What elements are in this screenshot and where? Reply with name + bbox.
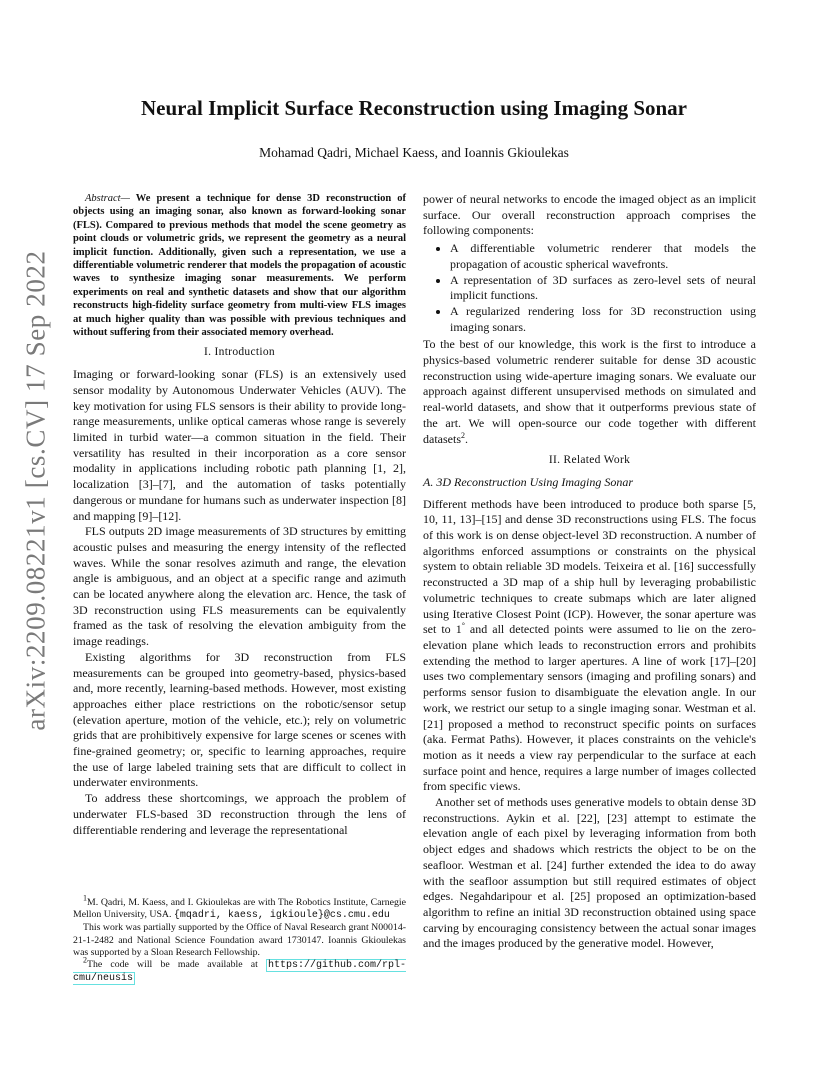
footnote-ref-2: 2: [461, 430, 465, 440]
right-column: [423, 192, 756, 952]
footnote-code-text: The code will be made available at: [87, 959, 266, 971]
section-heading-introduction: I. Introduction: [204, 346, 275, 359]
related-paragraph-1-a: Different methods have been introduced to produce both sparse [5, 10, 11, 13]–[15] and dense 3D reconstructions using FLS. The focus of this work is on dense object-level 3D reconstruction. A number of algorithms enforced assumptions or constraints on the physical system to obtain reliable 3D models. Teixeira et al. [16] successfully reconstructed a 3D map of a ship hull by leveraging probabilistic volumetric techniques to create submaps which are later aligned using Iterative Closest Point (ICP). However, the sonar aperture was set to 1: [423, 496, 756, 637]
abstract: [73, 192, 406, 339]
related-paragraph-2: Another set of methods uses generative models to obtain dense 3D reconstructions. Aykin et al. [22], [23] attempt to estimate the elevation angle of each pixel by leveraging information from both object edges and shadows which restricts the object to be on the seafloor. Westman et al. [24] further extended the idea to do away with the seafloor assumption but still required estimates of object edges. Negahdaripour et al. [25] proposed an optimization-based algorithm to refine an initial 3D reconstruction obtained using space carving by encouraging consistency between the actual sonar images and the images produced by the generative model. However,: [423, 795, 756, 951]
footnote-code: [73, 955, 406, 985]
footnote-mark-1: 1: [83, 893, 87, 903]
intro-paragraph-4: To address these shortcomings, we approach the problem of underwater FLS-based 3D reconstruction through the lens of differentiable rendering and leverage the representational: [73, 791, 406, 837]
related-paragraph-1: [423, 497, 756, 795]
related-paragraph-1-b: and all detected points were assumed to lie on the zero-elevation plane which leads to reconstruction errors and prohibits extending the method to larger apertures. A line of work [17]–[20] uses two complementary sensors (imaging and profiling sonars) and performs sensor fusion to disambiguate the elevation angle. In our work, we restrict our setup to a single imaging sonar. Westman et al. [21] proposed a method to reconstruct specific points on surfaces (aka. Fermat Paths). However, it places constraints on the vehicle's motion as it needs a view ray perpendicular to the surface at each surface point and hence, requires a large number of images collected from specific views.: [423, 622, 756, 794]
author-list: Mohamad Qadri, Michael Kaess, and Ioannis Gkioulekas: [259, 145, 569, 160]
section-heading-related-work: II. Related Work: [548, 454, 631, 467]
intro-paragraph-1: Imaging or forward-looking sonar (FLS) is an extensively used sensor modality by Autonomous Underwater Vehicles (AUV). The key motivation for using FLS sensors is their ability to provide long-range measurements, unlike optical cameras whose range is severely limited in turbid water—a common situation in the field. Their versatility has resulted in their incorporation as a core sensor modality in applications including robotic path planning [1, 2], localization [3]–[7], and the automation of tasks potentially dangerous or mundane for humans such as underwater inspection [8] and mapping [9]–[12].: [73, 367, 406, 523]
footnote-affiliation: [73, 893, 406, 922]
list-item: • A differentiable volumetric renderer that models the propagation of acoustic spherical wavefronts.: [450, 241, 756, 272]
intro-paragraph-2: FLS outputs 2D image measurements of 3D structures by emitting acoustic pulses and measuring the energy intensity of the reflected waves. While the sonar resolves azimuth and range, the elevation angle is ambiguous, and an object at a specific range and azimuth can be located anywhere along the elevation arc. Hence, the task of 3D reconstruction using FLS measurements can be equivalently framed as the task of resolving the elevation ambiguity from the image readings.: [73, 524, 406, 649]
arxiv-identifier-text: arXiv:2209.08221v1 [cs.CV] 17 Sep 2022: [20, 249, 51, 731]
list-item: • A regularized rendering loss for 3D reconstruction using imaging sonars.: [450, 304, 756, 335]
footnote-emails: {mqadri, kaess, igkioule}@cs.cmu.edu: [173, 910, 390, 922]
code-repository-link[interactable]: https://github.com/rpl-cmu/neusis: [73, 960, 406, 985]
components-list: [423, 241, 756, 335]
footnote-support: This work was partially supported by the Office of Naval Research grant N00014-21-1-2482 and National Science Foundation award 1730147. Ioannis Gkioulekas was supported by a Sloan Research Fellowship.: [73, 922, 406, 958]
abstract-text: We present a technique for dense 3D reconstruction of objects using an imaging sonar, also known as forward-looking sonar (FLS). Compared to previous methods that model the scene geometry as point clouds or volumetric grids, we represent the geometry as a neural implicit function. Additionally, given such a representation, we use a differentiable volumetric renderer that models the propagation of acoustic waves to synthesize imaging sonar measurements. We perform experiments on real and synthetic datasets and show that our algorithm reconstructs high-fidelity surface geometry from multi-view FLS images at much higher quality than was possible with previous techniques and without suffering from their associated memory overhead.: [73, 193, 406, 339]
intro-paragraph-continued: power of neural networks to encode the imaged object as an implicit surface. Our overall reconstruction approach comprises the following components:: [423, 192, 756, 238]
footnote-mark-2: 2: [83, 955, 87, 965]
arxiv-identifier: [14, 230, 58, 750]
degree-symbol: °: [461, 621, 465, 631]
intro-paragraph-knowledge: [423, 337, 756, 447]
list-item: • A representation of 3D surfaces as zero-level sets of neural implicit functions.: [450, 273, 756, 304]
knowledge-text: To the best of our knowledge, this work is the first to introduce a physics-based volumetric renderer suitable for dense 3D acoustic reconstruction using wide-aperture imaging sonars. We evaluate our approach against different unsupervised methods on simulated and real-world datasets, and show that it outperforms previous state of the art. We will open-source our code together with different datasets: [423, 337, 756, 446]
paper-title: Neural Implicit Surface Reconstruction using Imaging Sonar: [141, 96, 687, 120]
left-column: [73, 192, 406, 838]
footnotes: [73, 893, 406, 985]
knowledge-end: .: [465, 431, 468, 446]
intro-paragraph-3: Existing algorithms for 3D reconstruction from FLS measurements can be grouped into geometry-based, physics-based and, more recently, learning-based methods. However, most existing approaches either place restrictions on the robotic/sensor setup (elevation aperture, motion of the vehicle, etc.); rely on volumetric grids that are prohibitively expensive for large scenes or scenes with fine-grained geometry; or, specific to learning approaches, require the use of large labeled training sets that are difficult to collect in underwater environments.: [73, 649, 406, 790]
footnote-affiliation-text: M. Qadri, M. Kaess, and I. Gkioulekas are with The Robotics Institute, Carnegie Mellon University, USA.: [73, 897, 406, 921]
subsection-heading-imaging-sonar: A. 3D Reconstruction Using Imaging Sonar: [423, 474, 633, 489]
abstract-lead: Abstract—: [85, 193, 130, 204]
